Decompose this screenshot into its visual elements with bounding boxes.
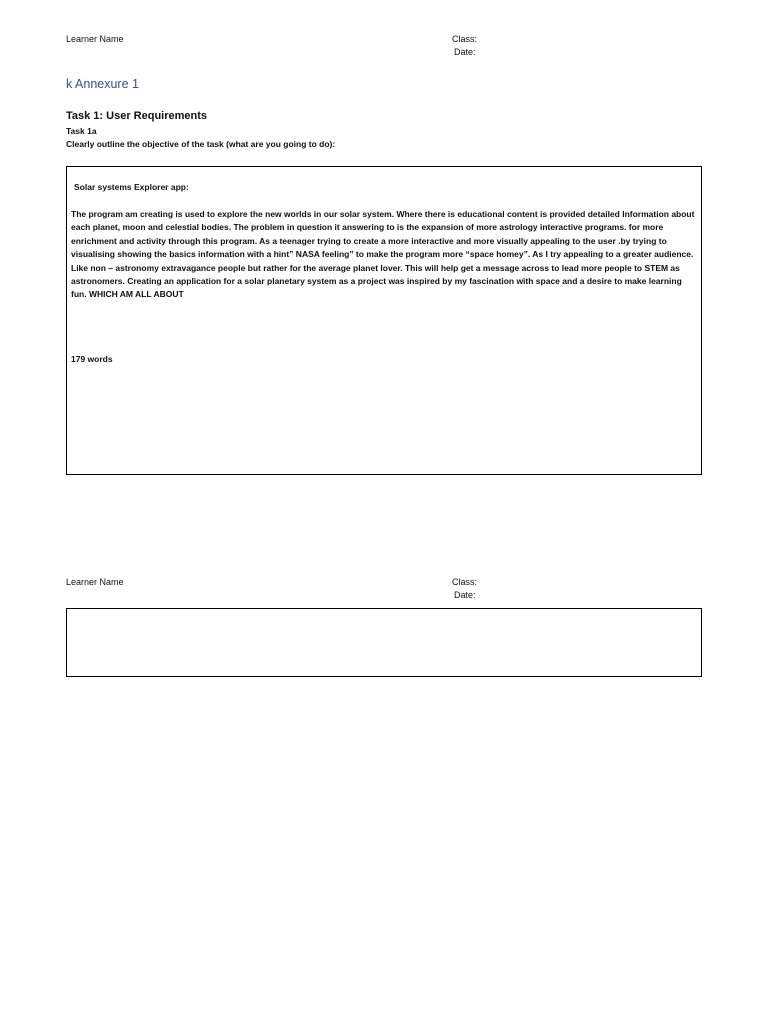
empty-answer-box[interactable] [66,608,702,677]
class-label: Class: [452,577,478,587]
date-label: Date: [454,47,476,57]
date-label: Date: [454,590,476,600]
learner-name-label: Learner Name [66,34,124,44]
word-count: 179 words [71,354,113,364]
answer-heading: Solar systems Explorer app: [74,182,189,192]
page-header-bottom [66,576,703,604]
answer-text: The program am creating is used to explore the new worlds in our solar system. Where there is educational content is provided detailed Information about each planet, moon and celestial bodies. The problem in question it answering to is the expansion of more astrology interactive programs. for more enrichment and activity through this program. As a teenager trying to create a more interactive and more visually appealing to the user .by trying to visualising showing the basics information with a hint” NASA feeling” to make the program more “space homey”. As I try appealing to a greater audience. Like non – astronomy extravagance people but rather for the average planet lover. This will help get a message across to lead more people to STEM as astronomers. Creating an application for a solar planetary system as a project was inspired by my fascination with space and a desire to make learning fun. WHICH AM ALL ABOUT [71,209,695,300]
task-question: Clearly outline the objective of the task (what are you going to do): [66,139,336,149]
class-label: Class: [452,34,478,44]
answer-box[interactable] [66,166,702,475]
task-subtitle: Task 1a [66,126,97,136]
page-header-top [66,33,703,61]
annexure-title: k Annexure 1 [66,77,139,91]
task-title: Task 1: User Requirements [66,110,208,122]
learner-name-label: Learner Name [66,577,124,587]
